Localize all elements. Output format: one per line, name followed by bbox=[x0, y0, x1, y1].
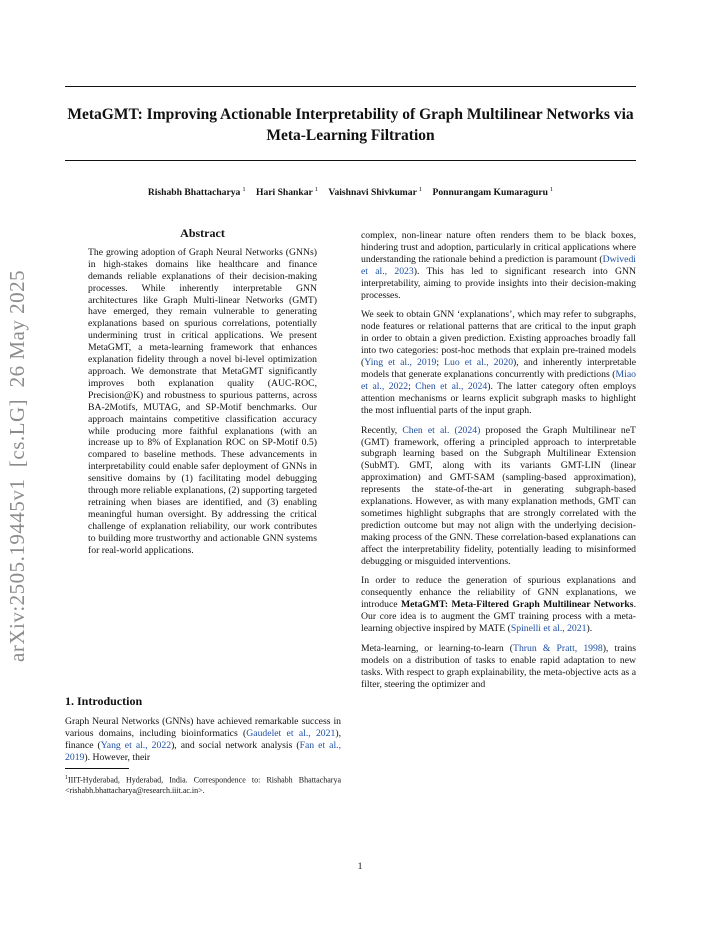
footnote-rule bbox=[65, 768, 129, 769]
right-paragraph-4: In order to reduce the generation of spurious explanations and consequently enhance the reliability of GNN explanations, we introduce MetaGMT: Meta-Filtered Graph Multilinear Networks. Our core idea is to augment the GMT training process with a meta-learning objective inspired by MATE (Spinelli et al., 2021). bbox=[361, 575, 636, 635]
right-paragraph-1: complex, non-linear nature often renders them to be black boxes, hindering trust and adoption, particularly in critical applications where understanding the rationale behind a prediction is paramount (Dwivedi et al., 2023). This has led to significant research into GNN interpretability, aiming to provide insights into their decision-making processes. bbox=[361, 230, 637, 301]
citation-link[interactable]: Miao et al., 2022 bbox=[361, 368, 636, 392]
citation-link[interactable]: Gaudelet et al., 2021 bbox=[246, 727, 336, 739]
author-1: Rishabh Bhattacharya $^1$ bbox=[147, 186, 246, 199]
arxiv-stamp: arXiv:2505.19445v1 [cs.LG] 26 May 2025 bbox=[5, 269, 29, 662]
citation-link[interactable]: Thrun & Pratt, 1998 bbox=[513, 643, 603, 654]
citation-link[interactable]: Fan et al., 2019 bbox=[65, 739, 342, 763]
intro-heading: 1. Introduction bbox=[65, 694, 143, 708]
author-3: Vaishnavi Shivkumar $^1$ bbox=[328, 186, 423, 199]
left-column-bottom bbox=[65, 696, 341, 772]
page-number: 1 bbox=[357, 861, 363, 872]
author-4: Ponnurangam Kumaraguru $^1$ bbox=[432, 186, 554, 199]
abstract-text: The growing adoption of Graph Neural Networks (GNNs) in high-stakes domains like healthcare and finance demands reliable explanations of their decision-making processes. While inherently interpretable GNN architectures like Graph Multi-linear Networks (GMT) have emerged, they remain vulnerable to generating explanations based on spurious correlations, potentially undermining trust in critical applications. We present MetaGMT, a meta-learning framework that enhances explanation fidelity through a novel bi-level optimization approach. We demonstrate that MetaGMT significantly improves both explanation quality (AUC-ROC, Precision@K) and robustness to spurious patterns, across BA-2Motifs, MUTAG, and SP-Motif benchmarks. Our approach maintains competitive classification accuracy while producing more faithful explanations (with an increase up to 8% of Explanation ROC on SP-Motif 0.5) compared to baseline methods. These advancements in interpretability could enable safer deployment of GNNs in sensitive domains by (1) facilitating model debugging through more reliable explanations, (2) supporting targeted retraining when biases are identified, and (3) enabling meaningful human oversight. By addressing the critical challenge of explanation reliability, our work contributes to building more trustworthy and actionable GNN systems for real-world applications. bbox=[88, 246, 317, 556]
citation-link[interactable]: Chen et al., 2024 bbox=[415, 380, 488, 392]
author-2: Hari Shankar $^1$ bbox=[255, 186, 319, 199]
citation-link[interactable]: Yang et al., 2022 bbox=[100, 739, 172, 751]
intro-paragraph-1: Graph Neural Networks (GNNs) have achieved remarkable success in various domains, including bioinformatics (Gaudelet et al., 2021), finance (Yang et al., 2022), and social network analysis (Fan et al., 2019). However, their bbox=[65, 715, 342, 763]
right-paragraph-2: We seek to obtain GNN ‘explanations’, which may refer to subgraphs, node features or relational patterns that are critical to the input graph in order to obtain a given prediction. Existing approaches broadly fall into two categories: post-hoc methods that explain pre-trained models (Ying et al., 2019; Luo et al., 2020), and inherently interpretable models that generate explanations concurrently with predictions (Miao et al., 2022; Chen et al., 2024). The latter category often employs attention mechanisms or learns explicit subgraph masks to highlight the most influential parts of the input graph. bbox=[361, 309, 637, 416]
citation-link[interactable]: Ying et al., 2019 bbox=[364, 357, 437, 369]
right-paragraph-3: Recently, Chen et al. (2024) proposed the Graph Multilinear neT (GMT) framework, offering a principled approach to interpretable subgraph learning based on the Subgraph Multilinear Extension (SubMT). GMT, along with its variants GMT-LIN (linear approximation) and GMT-SAM (sampling-based approximation), represents the state-of-the-art in generating subgraph-based explanations. However, as with many explanation methods, GMT can sometimes highlight subgraphs that are strongly correlated with the prediction outcome but may not align with the underlying decision-making process of the GNN. These correlation-based explanations can affect the interpretability fidelity, potentially leading to misinformed debugging or misguided interventions. bbox=[361, 424, 636, 567]
title-bottom-rule bbox=[65, 160, 636, 161]
citation-link[interactable]: Dwivedi et al., 2023 bbox=[361, 253, 636, 277]
paper-title: MetaGMT: Improving Actionable Interpretability of Graph Multilinear Networks via Meta-Learning Filtration bbox=[67, 106, 634, 144]
citation-link[interactable]: Luo et al., 2020 bbox=[444, 357, 514, 369]
right-paragraph-5: Meta-learning, or learning-to-learn (Thrun & Pratt, 1998), trains models on a distribution of tasks to enable rapid adaptation to new tasks. With respect to graph explainability, the meta-objective acts as a filter, steering the optimizer and bbox=[361, 643, 636, 690]
citation-link[interactable]: Chen et al. (2024) bbox=[402, 424, 481, 436]
abstract-heading: Abstract bbox=[180, 226, 225, 240]
right-column bbox=[361, 230, 636, 699]
author-list bbox=[65, 186, 636, 198]
citation-link[interactable]: Spinelli et al., 2021 bbox=[510, 623, 587, 635]
title-top-rule bbox=[65, 86, 636, 87]
footnote: $^1$IIIT-Hyderabad, Hyderabad, India. Correspondence to: Rishabh Bhattacharya <rishabh.bhattacharya@research.iiit.ac.in>. bbox=[65, 775, 341, 795]
left-column-top bbox=[88, 228, 317, 564]
